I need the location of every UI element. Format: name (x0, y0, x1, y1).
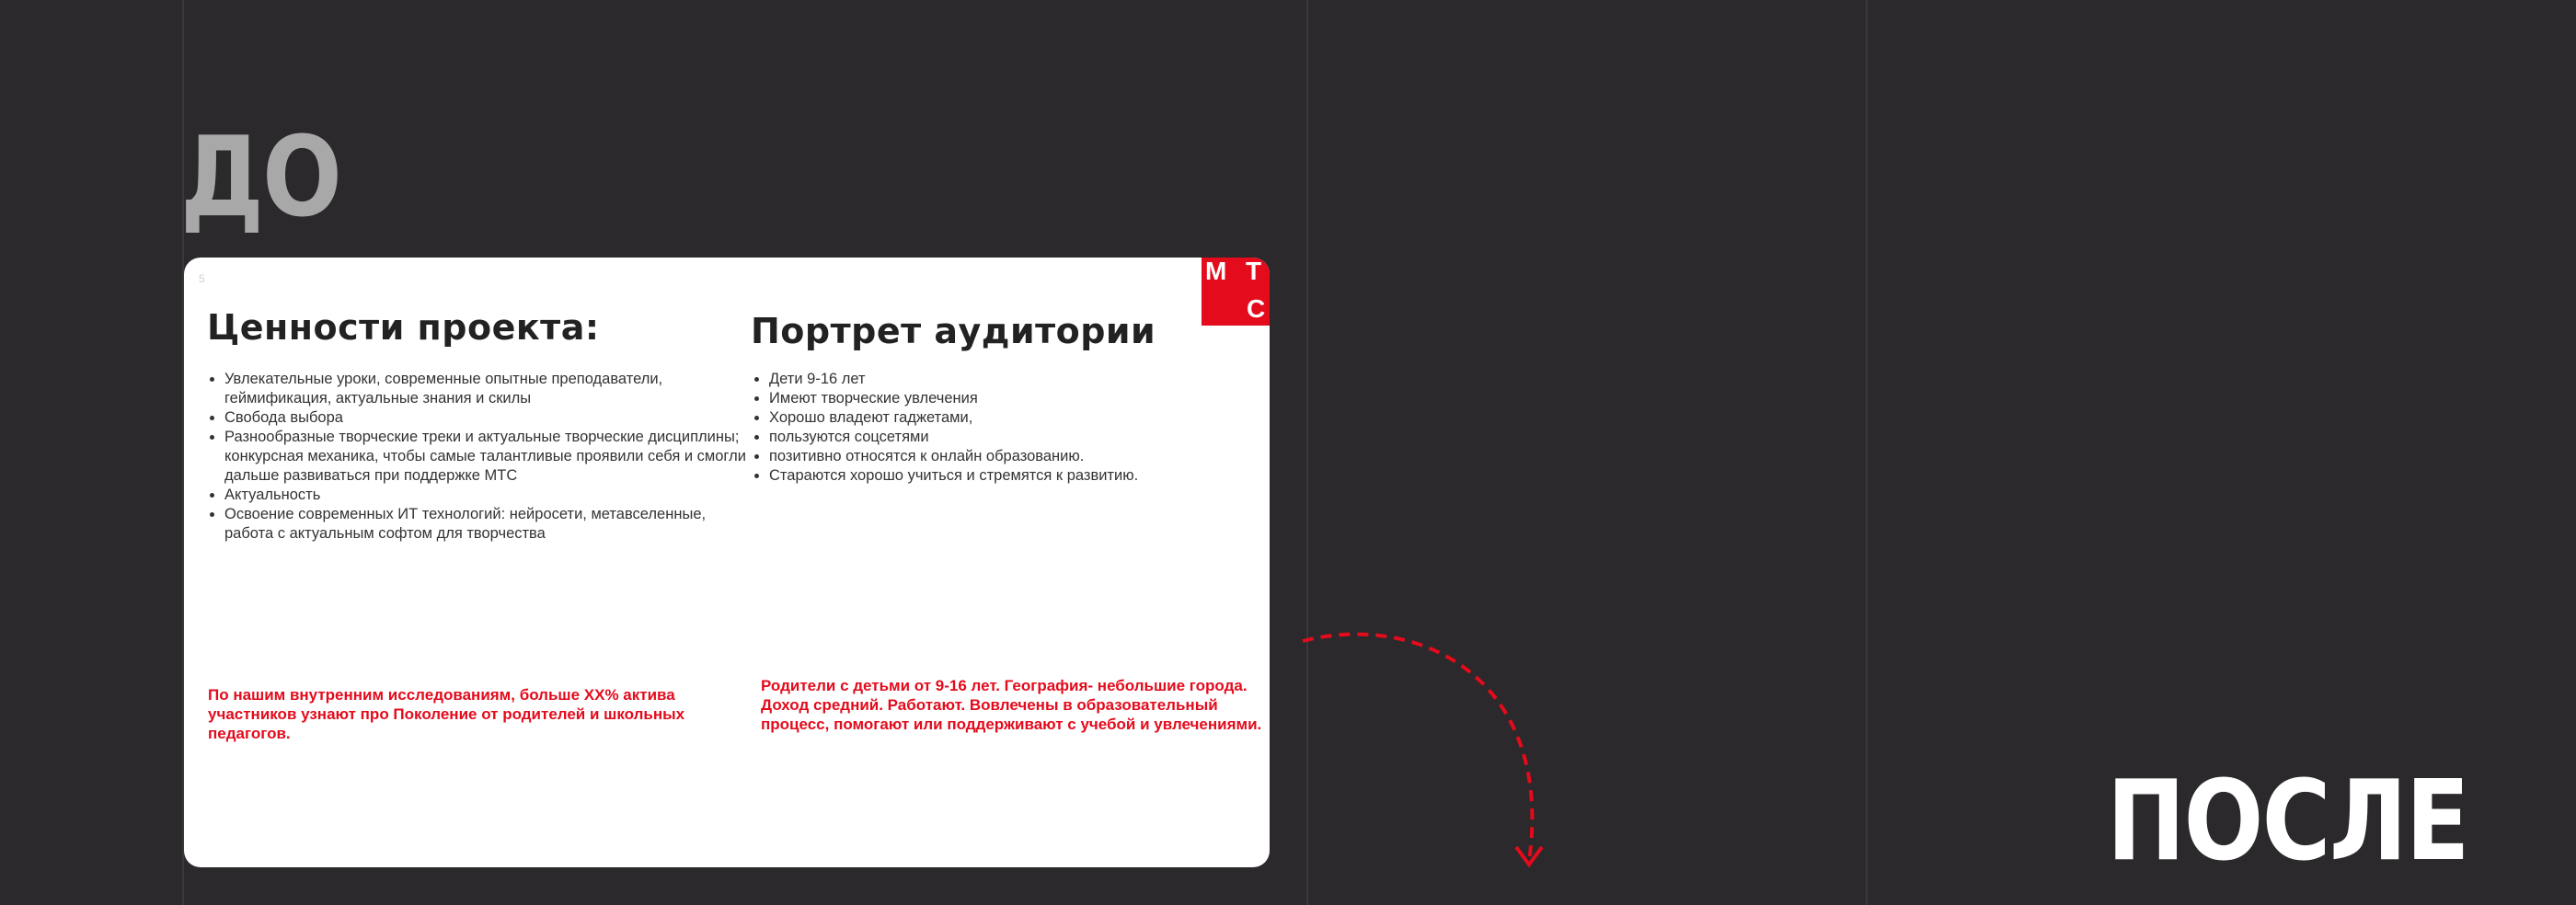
mts-logo (1202, 258, 1270, 326)
list-item: • Увлекательные уроки, современные опытные преподаватели, геймификация, актуальные знания и скилы (224, 370, 749, 408)
arrow-path (1303, 635, 1532, 862)
list-item: • Свобода выбора (224, 408, 749, 428)
after-label: ПОСЛЕ (2107, 758, 2468, 886)
slide-page-number: 5 (199, 272, 205, 285)
values-list (199, 370, 749, 544)
list-item: • Освоение современных ИТ технологий: нейросети, метавселенные, работа с актуальным софтом для творчества (224, 505, 749, 544)
before-label: ДО (180, 114, 341, 242)
list-item: • Стараются хорошо учиться и стремятся к развитию. (769, 466, 1248, 486)
guide-line (1866, 0, 1868, 905)
list-item: • Актуальность (224, 486, 749, 505)
curved-arrow-icon (1288, 621, 1564, 878)
audience-list (743, 370, 1248, 486)
logo-letter: М (1205, 258, 1227, 285)
list-item: • пользуются соцсетями (769, 428, 1248, 447)
list-item: • позитивно относятся к онлайн образованию. (769, 447, 1248, 466)
slide-preview (184, 258, 1270, 867)
list-item: • Разнообразные творческие треки и актуальные творческие дисциплины; конкурсная механика, чтобы самые талантливые проявили себя и смогли дальше развиваться при поддержке МТС (224, 428, 749, 486)
list-item: • Дети 9-16 лет (769, 370, 1248, 389)
list-item: • Имеют творческие увлечения (769, 389, 1248, 408)
audience-note: Родители с детьми от 9-16 лет. География- небольшие города. Доход средний. Работают. Вовлечены в образовательный процесс, помогают или поддерживают с учебой и увлечениями. (761, 677, 1262, 733)
values-title: Ценности проекта: (207, 307, 600, 348)
logo-letter: С (1247, 294, 1266, 323)
values-note: По нашим внутренним исследованиям, больше XX% актива участников узнают про Поколение от родителей и школьных педагогов. (208, 686, 685, 742)
audience-title: Портрет аудитории (751, 311, 1156, 351)
list-item: • Хорошо владеют гаджетами, (769, 408, 1248, 428)
logo-letter: Т (1246, 258, 1262, 285)
